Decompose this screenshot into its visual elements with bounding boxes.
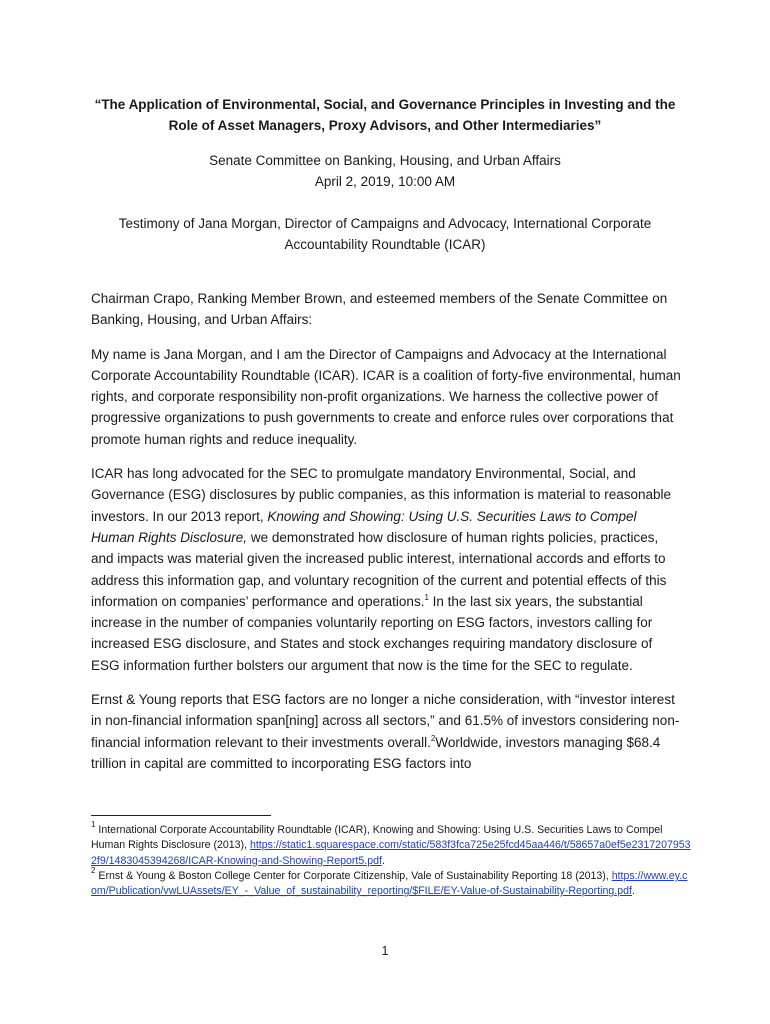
paragraph-text: ICAR has long advocated for the SEC to promulgate mandatory Environmental, Social, and Governance (ESG) disclosures by public companies, as this information is material to reasonable investors. In our 2013 report, bbox=[91, 466, 672, 524]
witness-line-1: Testimony of Jana Morgan, Director of Campaigns and Advocacy, International Corporate bbox=[118, 216, 652, 231]
witness-line-2: Accountability Roundtable (ICAR) bbox=[284, 237, 486, 252]
salutation: Chairman Crapo, Ranking Member Brown, and esteemed members of the Senate Committee on Banking, Housing, and Urban Affairs: bbox=[91, 291, 668, 328]
footnote-1-end: . bbox=[381, 854, 385, 867]
paragraph-ernst-young bbox=[91, 689, 683, 774]
footnote-2-link[interactable]: https://www.ey.com/Publication/vwLUAssets/EY_-_Value_of_sustainability_reporting/$FILE/EY-Value-of-Sustainability-Reporting.pdf bbox=[91, 869, 688, 898]
footnote-divider bbox=[91, 815, 271, 816]
paragraph-text: we demonstrated how disclosure of human rights policies, practices, and impacts was material given the increased public interest, international accords and efforts to address this information gap, and voluntary recognition of the current and potential effects of this information on companies’ performance and operations. bbox=[91, 529, 667, 609]
footnotes bbox=[91, 820, 691, 899]
title-line-1: “The Application of Environmental, Social, and Governance Principles in Investing and the bbox=[94, 97, 676, 112]
footnote-2 bbox=[91, 865, 691, 900]
page-number: 1 bbox=[381, 944, 389, 958]
footnote-ref-2[interactable]: 2 bbox=[430, 733, 436, 743]
footnote-1-link[interactable]: https://static1.squarespace.com/static/583f3fca725e25fcd45aa446/t/58657a0ef5e23172079532f9/1483045394268/ICAR-Knowing-and-Showing-Report5.pdf bbox=[91, 839, 691, 867]
title-line-2: Role of Asset Managers, Proxy Advisors, and Other Intermediaries” bbox=[168, 118, 602, 133]
hearing-info bbox=[60, 150, 710, 192]
testimony-body bbox=[91, 288, 683, 787]
witness-info bbox=[60, 213, 710, 255]
footnote-1-text: International Corporate Accountability Roundtable (ICAR), Knowing and Showing: Using U.S. Securities Laws to Compel Human Rights Disclosure (2013), bbox=[91, 824, 663, 852]
testimony-title bbox=[60, 94, 710, 136]
footnote-1-mark: 1 bbox=[91, 820, 96, 829]
footnote-2-text: Ernst & Young & Boston College Center for Corporate Citizenship, Vale of Sustainability Reporting 18 (2013), bbox=[95, 869, 612, 882]
paragraph-text: Worldwide, investors managing $68.4 trillion in capital are committed to incorporating ESG factors into bbox=[91, 734, 661, 771]
paragraph-text: In the last six years, the substantial increase in the number of companies voluntarily reporting on ESG factors, investors calling for increased ESG disclosure, and States and stock exchanges requiring mandatory disclosure of ESG information further bolsters our argument that now is the time for the SEC to regulate. bbox=[91, 593, 653, 673]
report-title: Knowing and Showing: Using U.S. Securities Laws to Compel Human Rights Disclosure, bbox=[91, 508, 637, 545]
paragraph-icar-advocacy bbox=[91, 463, 683, 676]
committee-name: Senate Committee on Banking, Housing, and Urban Affairs bbox=[209, 153, 561, 168]
hearing-date: April 2, 2019, 10:00 AM bbox=[314, 174, 456, 189]
footnote-2-mark: 2 bbox=[91, 865, 96, 875]
paragraph-introduction: My name is Jana Morgan, and I am the Director of Campaigns and Advocacy at the International Corporate Accountability Roundtable (ICAR). ICAR is a coalition of forty-five environmental, human rights, and corporate responsibility non-profit organizations. We harness the collective power of progressive organizations to push governments to create and enforce rules over corporations that promote human rights and reduce inequality. bbox=[91, 346, 681, 447]
footnote-ref-1[interactable]: 1 bbox=[424, 592, 429, 602]
footnote-2-end: . bbox=[631, 885, 635, 898]
footnote-1 bbox=[91, 820, 691, 869]
paragraph-text: Ernst & Young reports that ESG factors are no longer a niche consideration, with “investor interest in non-financial information span[ning] across all sectors,” and 61.5% of investors considering non-financial information relevant to their investments overall. bbox=[91, 692, 680, 750]
